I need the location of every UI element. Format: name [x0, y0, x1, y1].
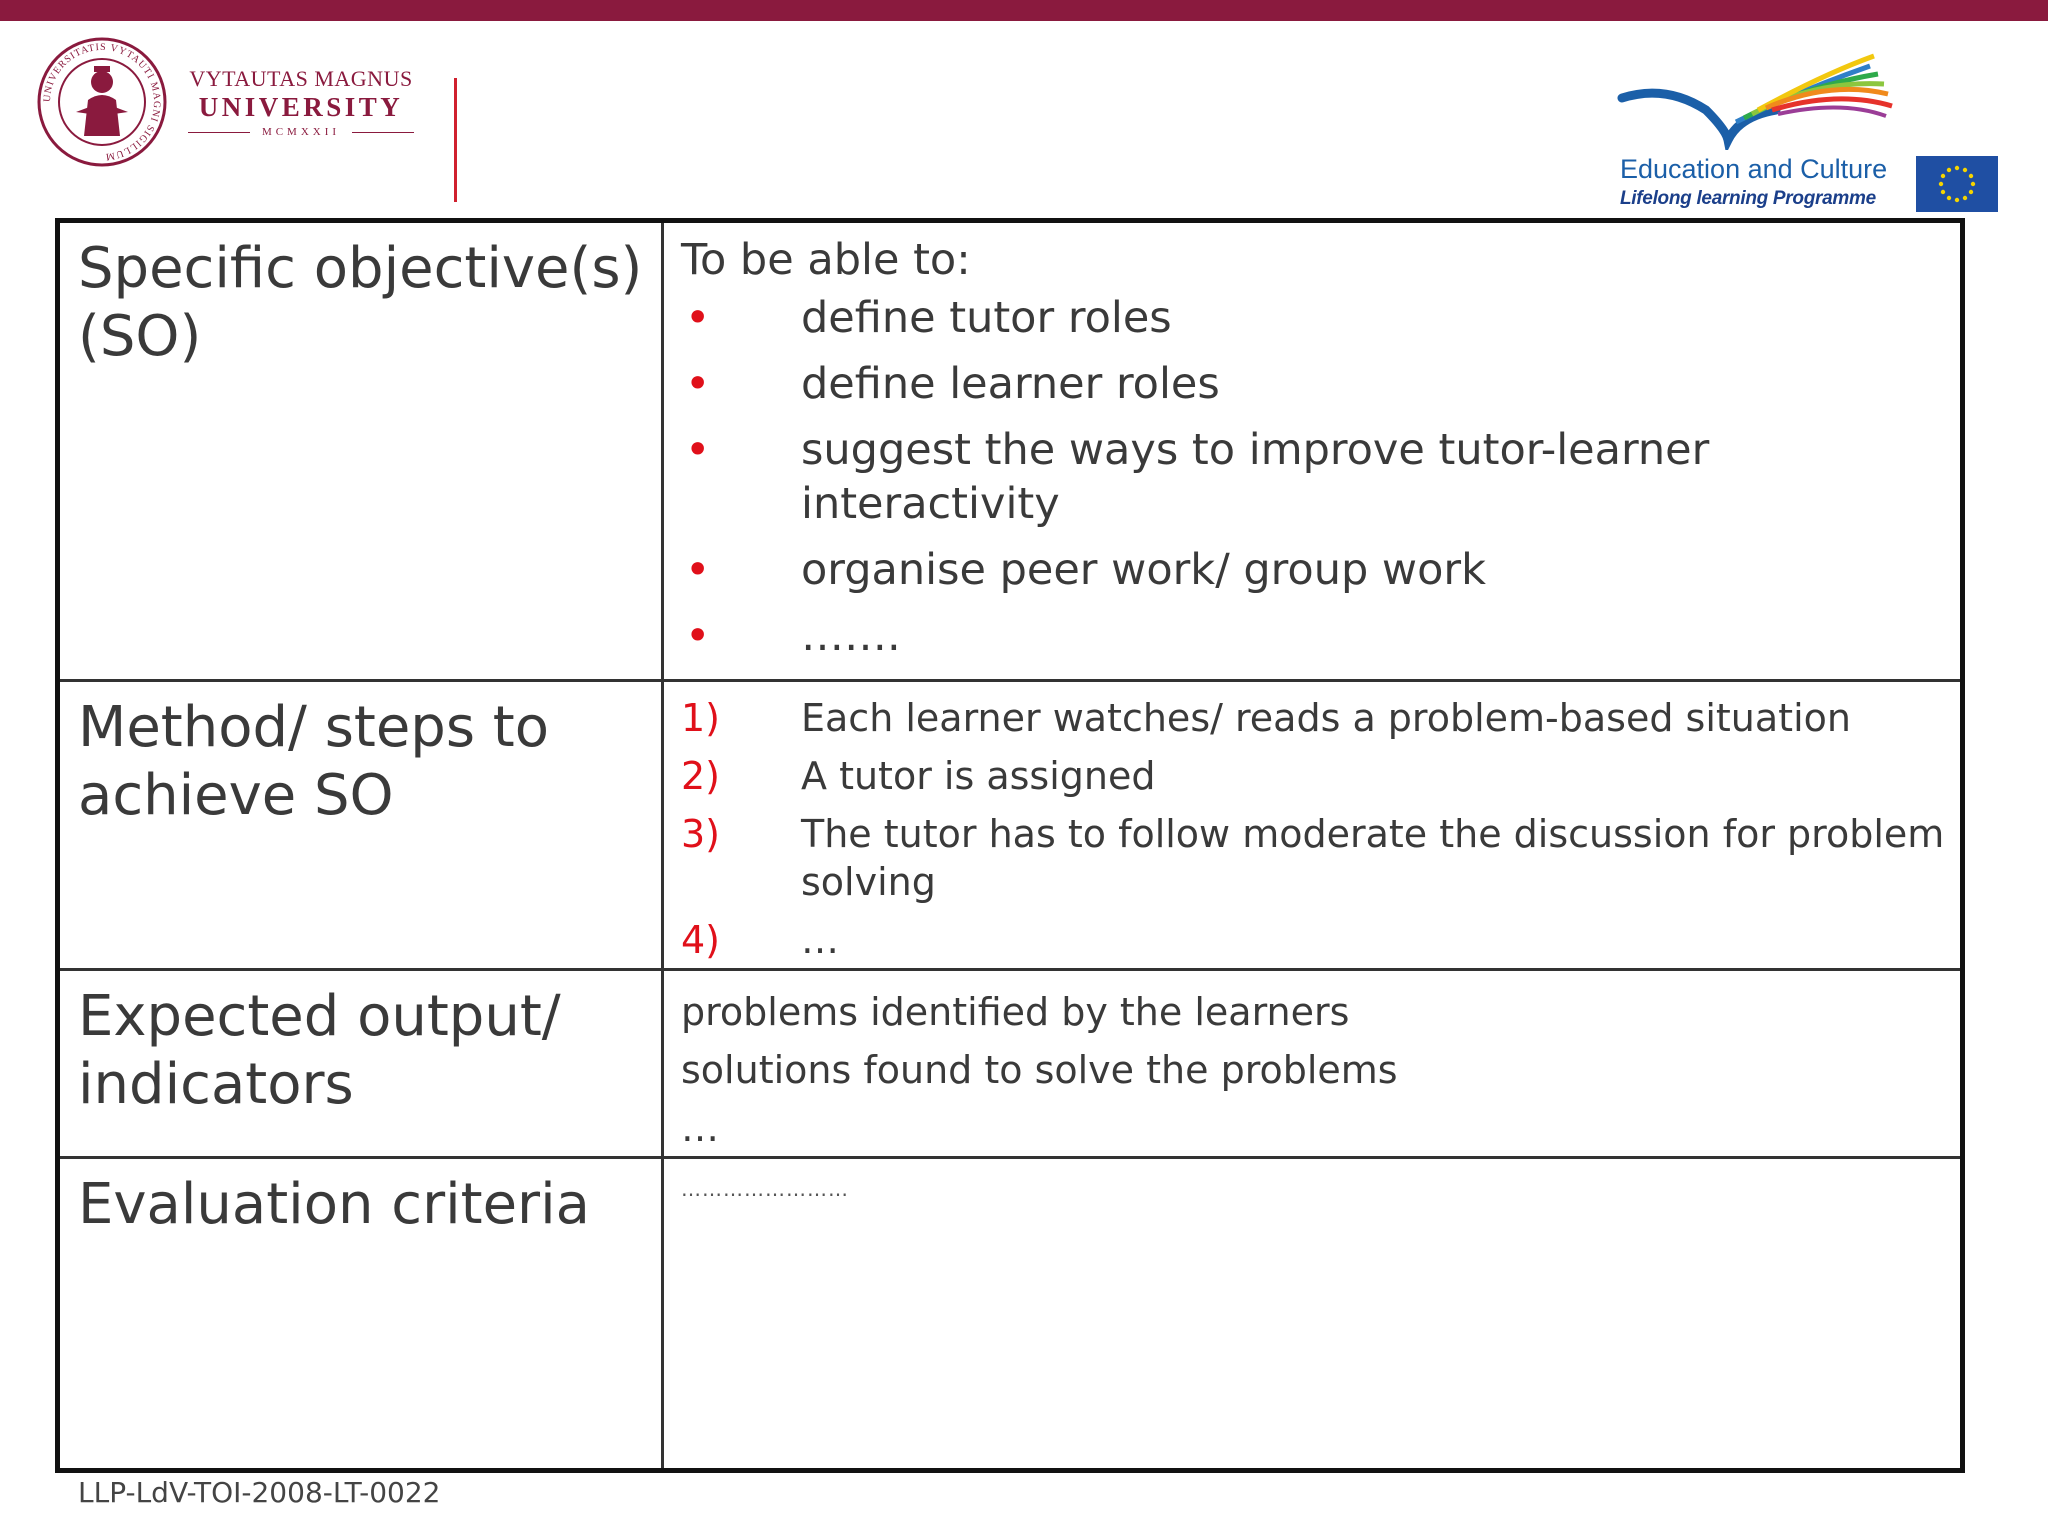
university-name-line1: VYTAUTAS MAGNUS — [189, 66, 413, 91]
eu-program-logo — [1616, 40, 1996, 218]
eu-flag-icon — [1916, 156, 1998, 212]
objective-text: define learner roles — [801, 359, 1220, 409]
program-subtitle: Lifelong learning Programme — [1620, 188, 1876, 209]
university-name — [176, 66, 426, 140]
step-number: 4) — [681, 918, 721, 962]
output-label: Expected output/ indicators — [78, 984, 561, 1117]
list-item: … — [681, 1106, 719, 1150]
objectives-table — [55, 218, 1965, 1473]
evaluation-content-cell — [664, 1159, 1960, 1468]
objectives-label: Specific objective(s) (SO) — [78, 236, 643, 369]
bullet-icon: • — [685, 359, 711, 409]
program-title: Education and Culture — [1620, 154, 1888, 184]
list-item: problems identified by the learners — [681, 990, 1350, 1034]
method-steps — [681, 694, 1960, 964]
step-text: Each learner watches/ reads a problem-based situation — [801, 696, 1851, 740]
university-logo — [36, 36, 456, 171]
table-row-method — [60, 682, 1960, 971]
method-label-cell — [60, 682, 664, 968]
table-row-output — [60, 971, 1960, 1159]
list-item — [681, 609, 1960, 663]
university-founding-year: MCMXXII — [176, 124, 426, 140]
step-text: The tutor has to follow moderate the discussion for problem solving — [801, 812, 1945, 904]
objective-text: define tutor roles — [801, 293, 1172, 343]
evaluation-label: Evaluation criteria — [78, 1172, 590, 1237]
objectives-content-cell — [664, 223, 1960, 679]
output-label-cell — [60, 971, 664, 1156]
bullet-icon: • — [685, 611, 711, 661]
objective-text: suggest the ways to improve tutor-learner interactivity — [801, 425, 1710, 529]
bullet-icon: • — [685, 293, 711, 343]
list-item — [681, 543, 1960, 597]
list-item — [681, 916, 1960, 964]
project-code: LLP-LdV-TOI-2008-LT-0022 — [78, 1476, 441, 1509]
list-item: solutions found to solve the problems — [681, 1048, 1398, 1092]
objectives-list — [681, 291, 1960, 663]
objectives-label-cell — [60, 223, 664, 679]
step-number: 1) — [681, 696, 721, 740]
bullet-icon: • — [685, 545, 711, 595]
step-number: 2) — [681, 754, 721, 798]
table-row-evaluation — [60, 1159, 1960, 1468]
objective-text: organise peer work/ group work — [801, 545, 1486, 595]
seal-text: UNIVERSITATIS VYTAUTI MAGNI SIGILLUM — [41, 41, 163, 163]
objectives-intro: To be able to: — [681, 235, 971, 285]
output-content-cell — [664, 971, 1960, 1156]
logo-divider — [454, 78, 457, 202]
output-list — [681, 983, 1960, 1157]
evaluation-label-cell — [60, 1159, 664, 1468]
bird-swoosh-icon — [1616, 40, 1896, 150]
list-item — [681, 291, 1960, 345]
university-seal-icon — [36, 36, 168, 168]
step-text: A tutor is assigned — [801, 754, 1156, 798]
objective-text: ……. — [801, 611, 901, 661]
university-name-line2: UNIVERSITY — [198, 92, 404, 122]
bullet-icon: • — [685, 425, 711, 475]
table-row-objectives — [60, 223, 1960, 682]
step-number: 3) — [681, 812, 721, 856]
list-item — [681, 423, 1960, 531]
list-item — [681, 357, 1960, 411]
list-item — [681, 810, 1960, 906]
list-item — [681, 694, 1960, 742]
step-text: … — [801, 918, 839, 962]
list-item — [681, 752, 1960, 800]
evaluation-placeholder: …………………… — [681, 1177, 849, 1201]
method-label: Method/ steps to achieve SO — [78, 695, 550, 828]
method-content-cell — [664, 682, 1960, 968]
top-bar — [0, 0, 2048, 21]
